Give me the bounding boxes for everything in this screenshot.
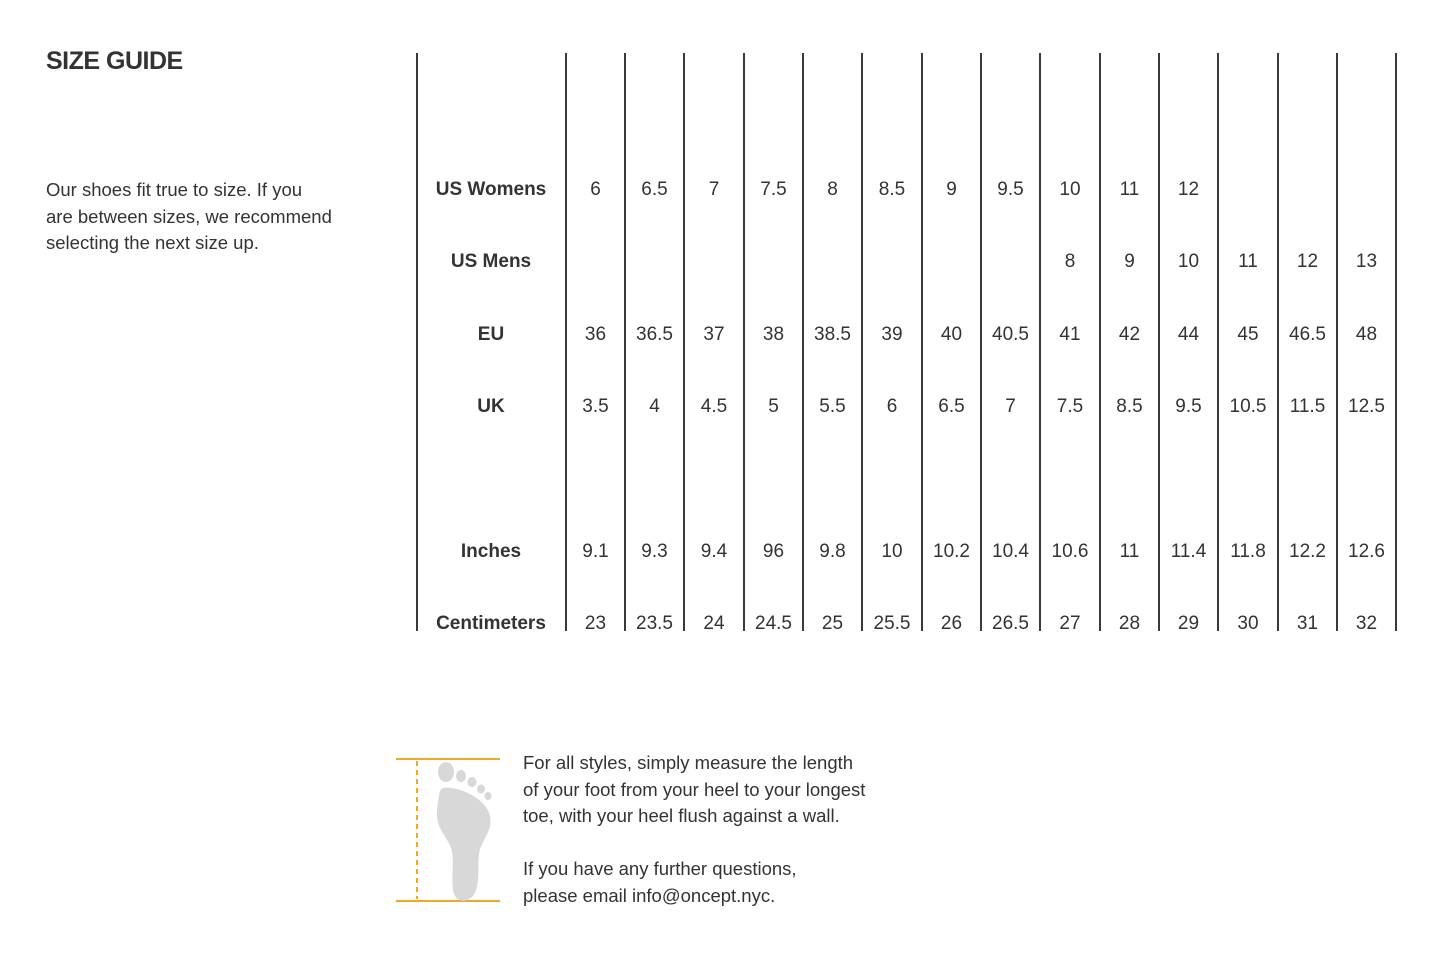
- size-cell: 13: [1355, 251, 1378, 272]
- measure-line: For all styles, simply measure the length: [523, 752, 854, 773]
- size-cell: 8.5: [1116, 396, 1143, 417]
- size-cell: 27: [1059, 613, 1081, 631]
- row-label: US Womens: [435, 179, 547, 200]
- intro-line: Our shoes fit true to size. If you: [46, 179, 303, 200]
- size-cell: 11.4: [1170, 541, 1207, 562]
- column-divider: [416, 53, 418, 631]
- size-cell: 10: [1177, 251, 1200, 272]
- foot-measure-icon: [395, 756, 501, 904]
- measure-line: toe, with your heel flush against a wall.: [523, 805, 840, 826]
- size-cell: 38: [762, 324, 785, 345]
- contact-email-line[interactable]: please email info@oncept.nyc.: [523, 884, 776, 906]
- size-cell: 7: [708, 179, 720, 200]
- measure-line: of your foot from your heel to your longest: [523, 778, 866, 800]
- size-cell: 4: [649, 396, 660, 417]
- size-cell: 9.4: [700, 541, 728, 562]
- size-cell: 7.5: [760, 179, 787, 200]
- size-cell: 31: [1296, 613, 1319, 631]
- size-cell: 9.3: [641, 541, 668, 562]
- size-cell: 32: [1355, 613, 1378, 631]
- size-cell: 5.5: [819, 396, 846, 417]
- row-label: UK: [477, 396, 505, 417]
- size-cell: 11.8: [1230, 541, 1266, 562]
- size-cell: 12.5: [1348, 396, 1385, 417]
- size-cell: 8: [1064, 251, 1076, 272]
- size-cell: 10: [1059, 179, 1081, 200]
- size-cell: 39: [881, 324, 903, 345]
- size-cell: 6: [590, 179, 601, 200]
- intro-line: are between sizes, we recommend: [46, 205, 332, 227]
- size-cell: 10.6: [1051, 541, 1089, 562]
- size-cell: 28: [1118, 613, 1141, 631]
- size-cell: 11: [1119, 541, 1140, 562]
- column-divider: [1277, 53, 1279, 631]
- size-cell: 12: [1177, 179, 1200, 200]
- column-divider: [624, 53, 626, 631]
- intro-text: [46, 177, 386, 257]
- foot-shape: [437, 762, 492, 901]
- size-cell: 6.5: [641, 179, 668, 200]
- size-cell: 40: [940, 324, 963, 345]
- size-cell: 25.5: [873, 613, 911, 631]
- column-divider: [1336, 53, 1338, 631]
- size-cell: 29: [1177, 613, 1200, 631]
- row-label: Centimeters: [436, 613, 546, 631]
- size-cell: 9.1: [582, 541, 609, 562]
- size-cell: 23.5: [636, 613, 673, 631]
- size-cell: 25: [821, 613, 844, 631]
- size-cell: 7.5: [1056, 396, 1084, 417]
- measure-gap: [523, 830, 865, 857]
- column-divider: [921, 53, 923, 631]
- column-divider: [683, 53, 685, 631]
- size-cell: 9.8: [819, 541, 846, 562]
- size-cell: 11: [1119, 179, 1140, 200]
- size-cell: 6.5: [938, 396, 965, 417]
- column-divider: [1099, 53, 1101, 631]
- size-cell: 8: [827, 179, 838, 200]
- size-cell: 10.2: [933, 541, 970, 562]
- size-cell: 26: [940, 613, 963, 631]
- size-cell: 4.5: [700, 396, 728, 417]
- column-divider: [1217, 53, 1219, 631]
- size-cell: 10.5: [1229, 396, 1267, 417]
- row-label: Inches: [460, 541, 522, 562]
- size-cell: 45: [1237, 324, 1259, 345]
- column-divider: [980, 53, 982, 631]
- column-divider: [1039, 53, 1041, 631]
- size-cell: 42: [1118, 324, 1141, 345]
- size-cell: 24: [703, 613, 725, 631]
- size-cell: 12: [1296, 251, 1319, 272]
- measure-line: If you have any further questions,: [523, 858, 797, 879]
- size-cell: 5: [768, 396, 779, 417]
- column-divider: [861, 53, 863, 631]
- size-cell: 10.4: [992, 541, 1029, 562]
- size-cell: 40.5: [992, 324, 1029, 345]
- measure-instructions: [523, 750, 865, 909]
- size-cell: 9.5: [997, 179, 1024, 200]
- column-divider: [1395, 53, 1397, 631]
- size-cell: 44: [1177, 324, 1200, 345]
- size-cell: 9: [1124, 251, 1135, 272]
- intro-line: selecting the next size up.: [46, 232, 259, 253]
- size-cell: 30: [1237, 613, 1259, 631]
- size-cell: 96: [762, 541, 785, 562]
- row-label: US Mens: [450, 251, 532, 272]
- size-cell: 36: [584, 324, 607, 345]
- column-divider: [565, 53, 567, 631]
- size-cell: 9.5: [1175, 396, 1202, 417]
- size-cell: 10: [881, 541, 903, 562]
- size-cell: 3.5: [582, 396, 609, 417]
- size-cell: 36.5: [636, 324, 673, 345]
- size-cell: 7: [1005, 396, 1016, 417]
- page-title: SIZE GUIDE: [46, 47, 183, 75]
- size-cell: 24.5: [755, 613, 792, 631]
- size-cell: 12.2: [1289, 541, 1326, 562]
- size-cell: 9: [946, 179, 957, 200]
- size-cell: 11.5: [1289, 396, 1326, 417]
- column-divider: [1158, 53, 1160, 631]
- size-cell: 48: [1355, 324, 1378, 345]
- size-cell: 12.6: [1348, 541, 1385, 562]
- size-cell: 8.5: [878, 179, 906, 200]
- size-cell: 38.5: [814, 324, 851, 345]
- row-label: EU: [477, 324, 505, 345]
- column-divider: [802, 53, 804, 631]
- size-cell: 26.5: [992, 613, 1029, 631]
- size-cell: 11: [1238, 251, 1258, 272]
- size-cell: 37: [703, 324, 725, 345]
- size-cell: 23: [584, 613, 607, 631]
- column-divider: [743, 53, 745, 631]
- size-cell: 41: [1059, 324, 1081, 345]
- size-cell: 46.5: [1289, 324, 1326, 345]
- size-cell: 6: [886, 396, 898, 417]
